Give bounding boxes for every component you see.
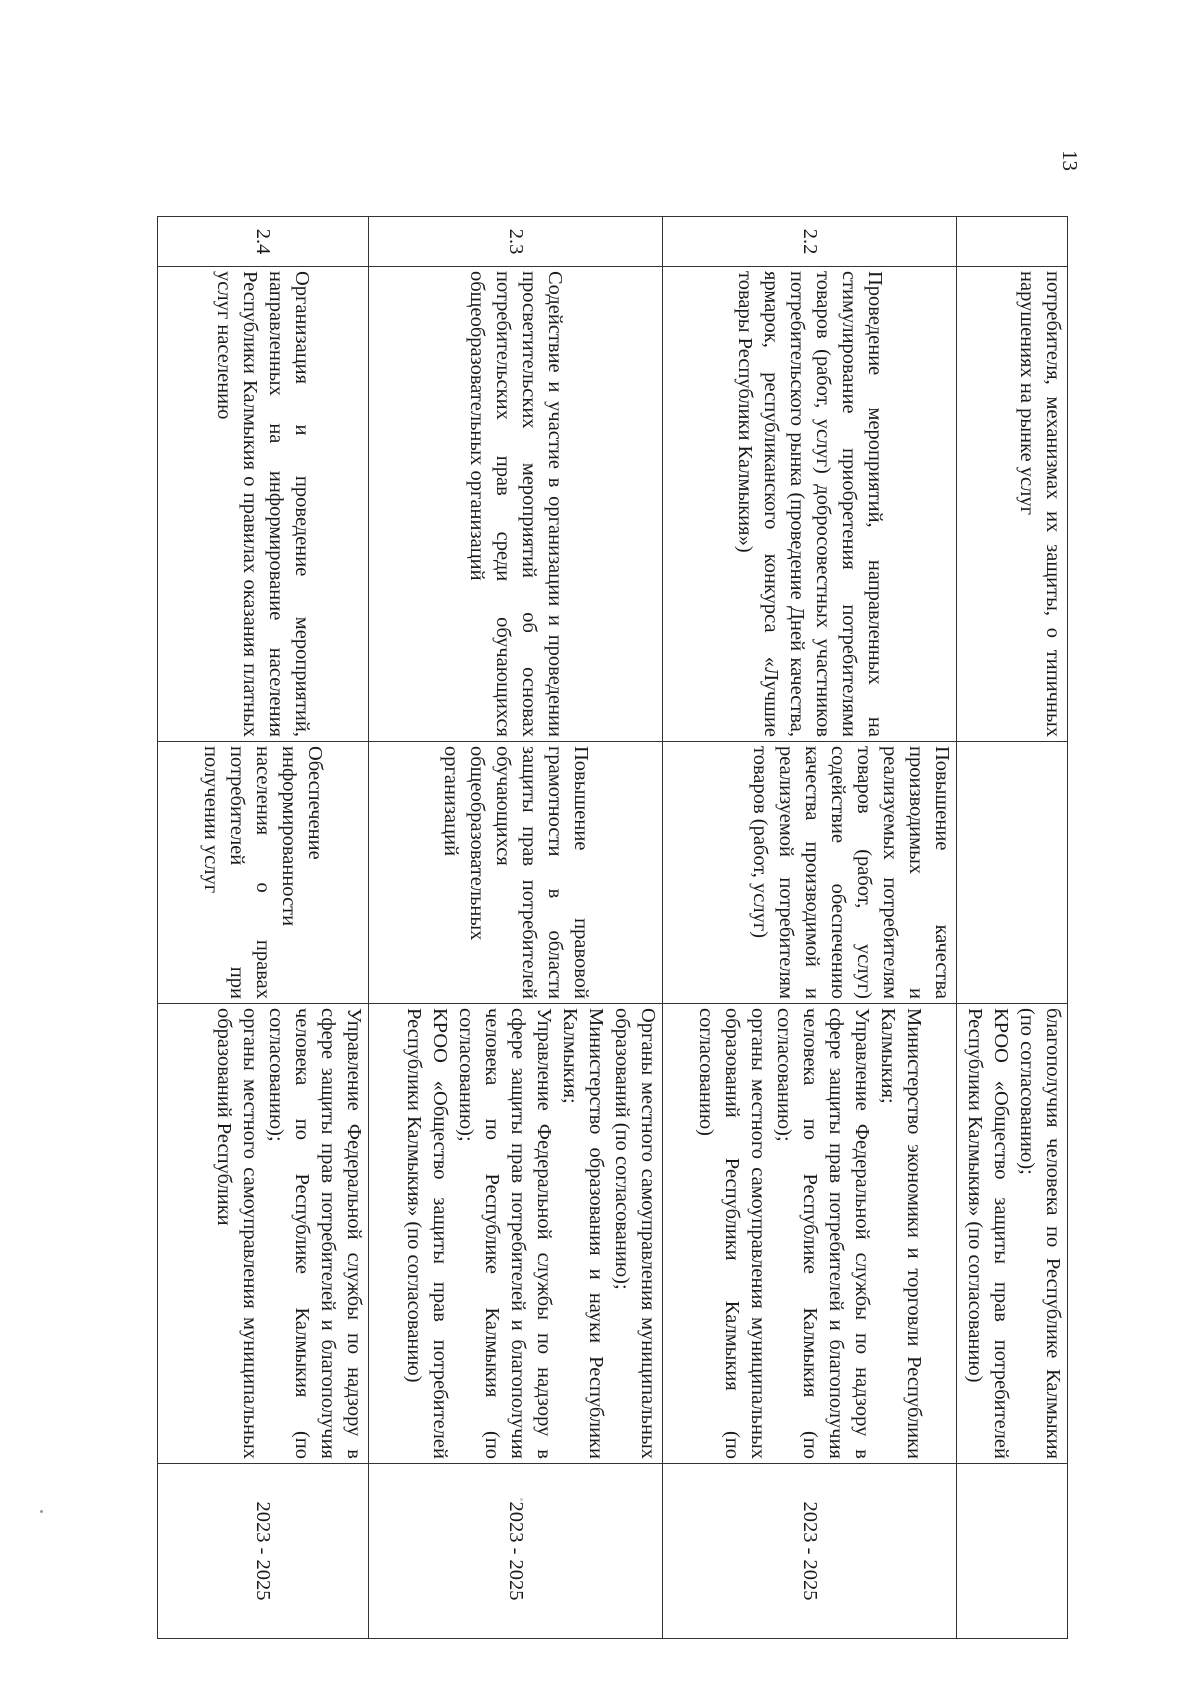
executors-cell [957, 1004, 1068, 1464]
executors-cell [369, 1004, 663, 1464]
years-cell: 2023 - 2025 [158, 1464, 369, 1639]
result-cell: Повышение качества производимых и реализуемых потребителям товаров (работ, услуг) содействие обеспечению качества производимой и реализуемой потребителям товаров (работ, услуг) [663, 742, 957, 1004]
measures-table-rotated [170, 216, 1068, 1638]
executor-line: благополучия человека по Республике Калмыкия (по согласованию); [1016, 1008, 1064, 1459]
measure-cell: Содействие и участие в организации и проведении просветительских мероприятий об основах потребительских прав среди обучающихся общеобразовательных организаций [369, 267, 663, 742]
executor-line: Управление Федеральной службы по надзору в сфере защиты прав потребителей и благополучия человека по Республике Калмыкия (по согласованию); [455, 1008, 555, 1459]
executor-line: органы местного самоуправления муниципальных образований Республики [213, 1008, 261, 1459]
result-cell: Обеспечение информированности населения о правах потребителей при получении услуг [158, 742, 369, 1004]
years-cell: 2023 - 2025 [663, 1464, 957, 1639]
executor-line: Управление Федеральной службы по надзору в сфере защиты прав потребителей и благополучия человека по Республике Калмыкия (по согласованию); [265, 1008, 365, 1459]
executor-line: КРОО «Общество защиты прав потребителей Республики Калмыкия» (по согласованию) [964, 1008, 1012, 1459]
table-row [369, 217, 663, 1639]
row-number: 2.3 [369, 217, 663, 267]
table-row [957, 217, 1068, 1639]
measures-table [157, 216, 1068, 1639]
table-row [158, 217, 369, 1639]
executor-line: органы местного самоуправления муниципальных образований Республики Калмыкия (по согласованию) [695, 1008, 769, 1459]
table-row [663, 217, 957, 1639]
row-number: 2.2 [663, 217, 957, 267]
executors-cell [663, 1004, 957, 1464]
measure-cell: Организация и проведение мероприятий, направленных на информирование населения Республики Калмыкия о правилах оказания платных услуг населению [158, 267, 369, 742]
years-cell [957, 1464, 1068, 1639]
years-cell: 2023 - 2025 [369, 1464, 663, 1639]
executor-line: Министерство образования и науки Республики Калмыкия; [559, 1008, 607, 1459]
executor-line: Органы местного самоуправления муниципальных образований (по согласованию); [611, 1008, 659, 1459]
scan-speck [40, 1510, 43, 1513]
row-number [957, 217, 1068, 267]
executor-line: Министерство экономики и торговли Республики Калмыкия; [877, 1008, 925, 1459]
result-cell [957, 742, 1068, 1004]
page-number: 13 [1058, 150, 1082, 171]
row-number: 2.4 [158, 217, 369, 267]
executors-cell [158, 1004, 369, 1464]
executor-line: Управление Федеральной службы по надзору в сфере защиты прав потребителей и благополучия человека по Республике Калмыкия (по согласованию); [773, 1008, 873, 1459]
measure-cell: потребителя, механизмах их защиты, о типичных нарушениях на рынке услуг [957, 267, 1068, 742]
result-cell: Повышение правовой грамотности в области защиты прав потребителей обучающихся общеобразовательных организаций [369, 742, 663, 1004]
executor-line: КРОО «Общество защиты прав потребителей Республики Калмыкия» (по согласованию) [403, 1008, 451, 1459]
measure-cell: Проведение мероприятий, направленных на стимулирование приобретения потребителями товаров (работ, услуг) добросовестных участников потребительского рынка (проведение Дней качества, ярмарок, республиканского конкурса «Лучшие товары Республики Калмыкия») [663, 267, 957, 742]
